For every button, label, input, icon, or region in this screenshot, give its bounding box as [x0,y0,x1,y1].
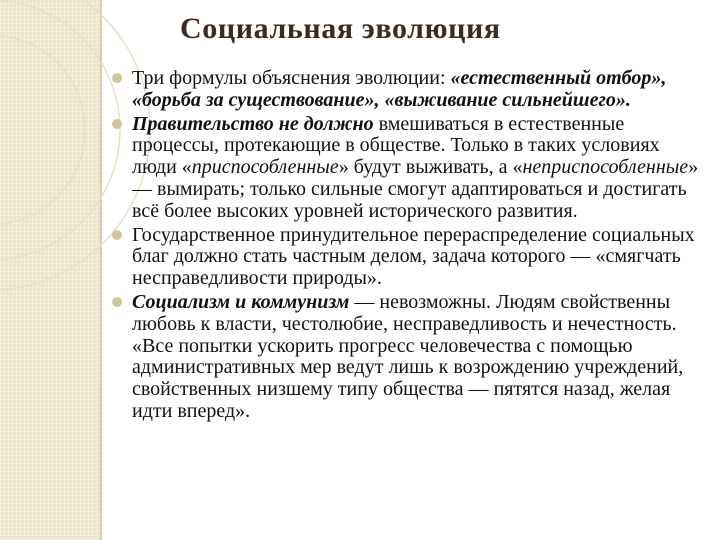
bullet-dot-icon [112,119,122,129]
bullet-list [110,68,700,423]
bullet-dot-icon [112,73,122,83]
bullet-item-3: Государственное принудительное перераспределение социальных благ должно стать частным делом, задача которого — «смягчать несправедливости природы». [110,225,700,290]
slide-title: Социальная эволюция [180,12,501,45]
bullet-dot-icon [112,297,122,307]
bullet-item-1: Три формулы объяснения эволюции: «естественный отбор», «борьба за существование», «выживание сильнейшего». [110,68,700,112]
bullet-dot-icon [112,230,122,240]
bullet-item-2: Правительство не должно вмешиваться в естественные процессы, протекающие в обществе. Только в таких условиях люди «приспособленные» будут выживать, а «неприспособленные» — вымирать; только сильные смогут адаптироваться и достигать всё более высоких уровней исторического развития. [110,114,700,223]
bullet-item-4: Социализм и коммунизм — невозможны. Людям свойственны любовь к власти, честолюбие, несправедливость и нечестность. «Все попытки ускорить прогресс человечества с помощью административных мер ведут лишь к возрождению учреждений, свойственных низшему типу общества — пятятся назад, желая идти вперед». [110,292,700,423]
